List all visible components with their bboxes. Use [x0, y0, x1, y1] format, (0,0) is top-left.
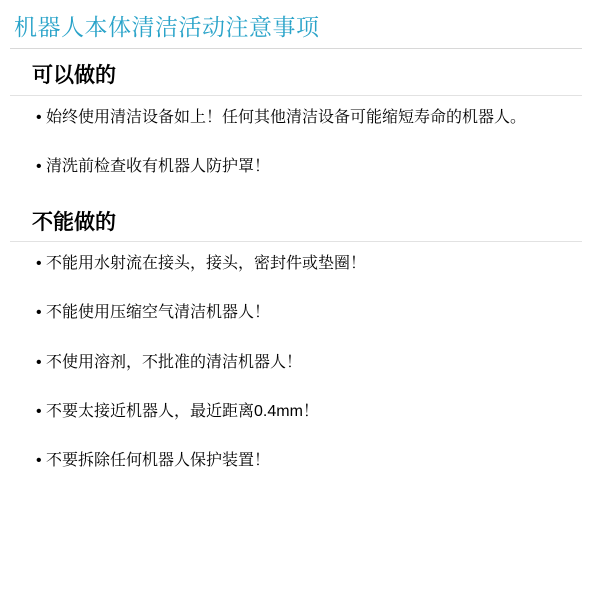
section-divider-cannot-do	[10, 241, 582, 242]
list-item-text: 清洗前检查收有机器人防护罩！	[46, 157, 271, 175]
title-divider	[10, 48, 582, 49]
list-item-text: 不能使用压缩空气清洁机器人！	[46, 304, 271, 322]
list-item	[36, 400, 582, 423]
list-item-text: 不能用水射流在接头，接头，密封件或垫圈！	[46, 255, 367, 273]
section-heading-cannot-do: 不能做的	[32, 211, 116, 234]
list-item-text: 始终使用清洁设备如上！任何其他清洁设备可能缩短寿命的机器人。	[46, 108, 527, 126]
page-title: 机器人本体清洁活动注意事项	[14, 14, 320, 40]
list-item-text: 不要太接近机器人，最近距离0.4mm！	[46, 402, 319, 420]
bullet-list-can-do	[10, 106, 582, 178]
bullet-icon: •	[36, 353, 42, 371]
list-item-text: 不要拆除任何机器人保护装置！	[46, 451, 271, 469]
list-item-text: 不使用溶剂，不批准的清洁机器人！	[46, 353, 303, 371]
section-heading-can-do: 可以做的	[32, 64, 116, 88]
list-item	[36, 351, 582, 374]
list-item	[36, 155, 582, 178]
bullet-list-cannot-do	[10, 252, 582, 472]
bullet-icon: •	[36, 451, 42, 469]
list-item	[36, 449, 582, 472]
bullet-icon: •	[36, 402, 42, 420]
section-can-do	[10, 63, 582, 178]
bullet-icon: •	[36, 304, 42, 322]
list-item	[36, 301, 582, 324]
section-cannot-do	[10, 210, 582, 472]
bullet-icon: •	[36, 255, 42, 273]
section-divider-can-do	[10, 95, 582, 96]
bullet-icon: •	[36, 108, 42, 126]
list-item	[36, 252, 582, 275]
list-item	[36, 106, 582, 129]
bullet-icon: •	[36, 157, 42, 175]
